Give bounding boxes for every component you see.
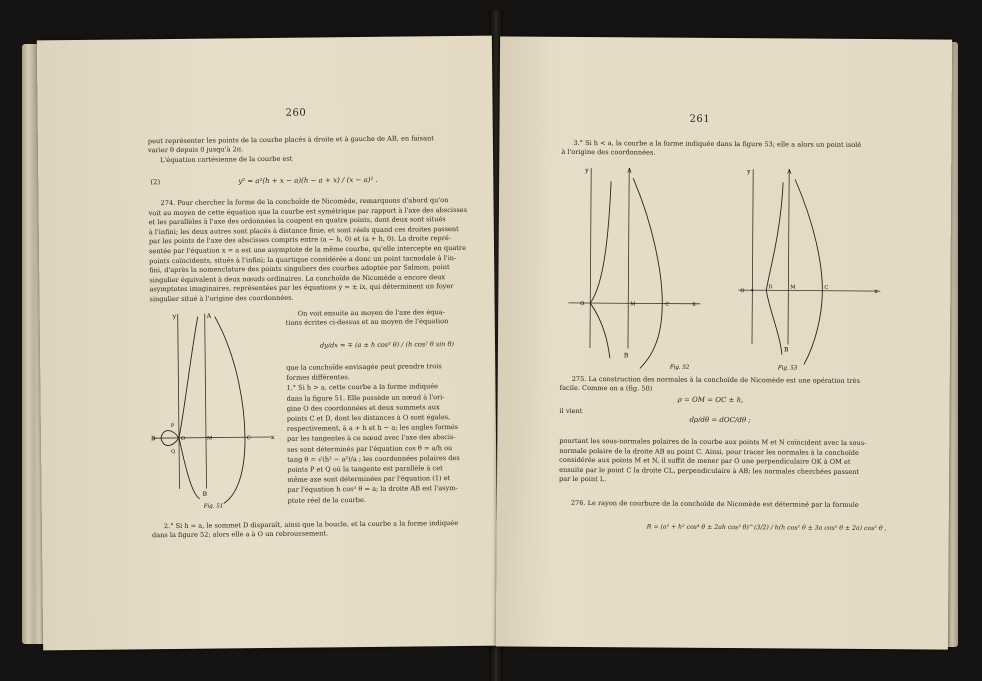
fig-label-B: B — [783, 346, 789, 354]
text-line: sentée par l'équation x = a est une asymptote de la même courbe, qu'elle intercepte en quatre — [148, 243, 467, 256]
text-line: peut représenter les points de la courbe placés à droite et à gauche de AB, en faisant — [147, 134, 434, 146]
text-line: par les points de l'axe des abscisses compris entre (a − h, 0) et (a + h, 0). La droite repré- — [148, 234, 452, 246]
fig-label-y: y — [747, 168, 751, 176]
text-line: gine O des coordonnées et deux sommets aux — [286, 402, 440, 413]
figure-51 — [140, 308, 282, 509]
text-line: singulier situé à l'origine des coordonnées. — [149, 293, 294, 304]
text-line: ptote réel de la courbe. — [287, 495, 366, 505]
fig-label-x: x — [692, 300, 696, 308]
text-line: tang θ = √(h² − a²)/a ; les coordonnées polaires des — [287, 453, 460, 464]
text-line: par les tangentes à ce nœud avec l'axe des abscis- — [286, 433, 456, 444]
text-line: L'équation cartésienne de la courbe est — [160, 154, 293, 165]
figure-53 — [730, 164, 891, 375]
fig-label-M: M — [206, 435, 213, 442]
figure-caption: Fig. 52 — [669, 364, 690, 371]
fig-label-A: A — [627, 167, 632, 175]
text-line: dans la figure 51. Elle possède un nœud à l'ori- — [286, 392, 445, 403]
text-line: ses sont déterminés par l'équation cos θ = a/h ou — [287, 443, 453, 454]
fig-label-O: O — [180, 435, 186, 442]
text-line: par le point L. — [559, 475, 607, 484]
equation: dy/dx = ∓ (a ± h cos³ θ) / (h cos² θ sin θ) — [319, 340, 455, 350]
text-line: 276. Le rayon de courbure de la conchoïde de Nicomède est déterminé par la formule — [570, 498, 859, 509]
figure-52 — [560, 163, 711, 374]
text-line: par l'équation h cos³ θ = a; la droite AB est l'asym- — [287, 484, 458, 495]
text-line: 3.° Si h < a, la courbe a la forme indiquée dans la figure 53; elle a alors un point isolé — [573, 138, 862, 149]
figure-caption: Fig. 53 — [777, 365, 798, 372]
fig-label-A: A — [787, 168, 792, 176]
fig-label-O: O — [580, 300, 585, 308]
text-line: tions écrites ci-dessus et au moyen de l'équation — [285, 317, 449, 327]
text-line: fini, d'après la nomenclature des points singuliers des courbes adoptée par Salmon, point — [149, 263, 450, 275]
fig-label-P: P — [170, 422, 175, 430]
text-line: et les parallèles à l'axe des ordonnées la coupent en quatre points, dont deux sont situés — [148, 215, 446, 227]
text-line: 275. La construction des normales à la conchoïde de Nicomède est une opération très — [571, 374, 861, 385]
text-line: varier θ depuis 0 jusqu'à 2π. — [147, 145, 244, 155]
fig-label-D: D — [768, 284, 773, 291]
text-line: On voit ensuite au moyen de l'axe des équa- — [297, 308, 445, 318]
text-line: que la conchoïde envisagée peut prendre trois — [286, 362, 442, 372]
paragraph-275-continued — [500, 36, 952, 39]
fig-label-C: C — [246, 435, 251, 442]
fig-label-B2: B — [202, 490, 208, 498]
fig-label-x: x — [270, 433, 275, 441]
fig-label-M: M — [790, 284, 796, 291]
text-line: 274. Pour chercher la forme de la conchoïde de Nicomède, remarquons d'abord qu'on — [160, 196, 449, 208]
fig-label-y: y — [585, 167, 589, 175]
equation: dρ/dθ = dOC/dθ ; — [689, 415, 751, 425]
text-line: considérée aux points M et N, il suffit de mener par O une perpendiculaire OK à OM et — [559, 456, 851, 467]
left-page — [37, 36, 498, 651]
paragraph-274 — [37, 36, 492, 41]
fig-label-M: M — [630, 301, 636, 308]
equation-label: (2) — [150, 178, 161, 187]
fig-label-C: C — [665, 301, 670, 308]
fig-label-B: B — [150, 435, 156, 443]
text-line: ensuite par le point C la droite CL, perpendiculaire à AB; les normales cherchées passent — [559, 465, 860, 476]
equation: R = (a² + h² cos⁴ θ ± 2ah cos³ θ)^(3/2) / h(h cos² θ ± 3a cos² θ ± 2a) cos² θ , — [646, 523, 887, 533]
equation: ρ = OM = OC ± h, — [677, 395, 744, 405]
text-line: à l'infini; les deux autres sont placés à distance finie, et sont réels quand ces droites passent — [148, 224, 459, 237]
page-number: 261 — [689, 113, 711, 125]
text-line: formes différentes. — [286, 373, 350, 382]
text-line: même axe sont déterminées par l'équation (1) et — [287, 474, 451, 484]
text-line: à l'origine des coordonnées. — [561, 147, 656, 157]
fig-label-x: x — [874, 288, 878, 296]
text-line: singulier équivalent à deux nœuds ordinaires. La conchoïde de Nicomède a encore deux — [149, 272, 446, 285]
text-line: 2.° Si h = a, le sommet D disparaît, ainsi que la boucle, et la courbe a la forme indiquée — [163, 519, 459, 531]
fig-label-B: B — [623, 352, 629, 360]
right-column-text — [37, 36, 492, 41]
text-line: points P et Q où la tangente est parallèle à cet — [287, 464, 443, 474]
right-page — [496, 36, 952, 649]
fig-label-C: C — [824, 284, 829, 291]
page-number: 260 — [285, 107, 307, 119]
text-line: voit au moyen de cette équation que la courbe est symétrique par rapport à l'axe des abscisses — [148, 205, 468, 217]
text-line: respectivement, à a + h et h − a; les angles formés — [286, 423, 459, 433]
text-line: dans la figure 52; alors elle a à O un rebroussement. — [151, 529, 329, 540]
text-line: normale polaire de la droite AB au point C. Ainsi, pour tracer les normales à la conchoïde — [559, 446, 859, 457]
text-line: asymptotes imaginaires, représentées par les équations y = ± ix, qui déterminent un foyer — [149, 282, 454, 294]
equation: y² = a²(h + x − a)(h − a + x) / (x − a)² . — [238, 175, 378, 186]
figure-caption: Fig. 51 — [203, 503, 224, 510]
fig-label-A: A — [206, 312, 212, 320]
fig-label-y: y — [172, 312, 177, 320]
text-line: pourtant les sous-normales polaires de la courbe aux points M et N coïncident avec la sous- — [559, 436, 867, 447]
fig-label-Q: Q — [171, 448, 176, 456]
text-line: points coïncidents, situés à l'infini; la quartique considérée a donc un point tacnodale à l'in- — [149, 253, 457, 265]
fig-label-O: O — [740, 288, 745, 295]
text-line: points C et D, dont les distances à O sont égales, — [286, 413, 451, 423]
text-line: facile. Comme on a (fig. 50) — [559, 383, 653, 393]
text-line: il vient — [559, 406, 583, 416]
text-line: 1.° Si h > a, cette courbe a la forme indiquée — [286, 382, 439, 393]
